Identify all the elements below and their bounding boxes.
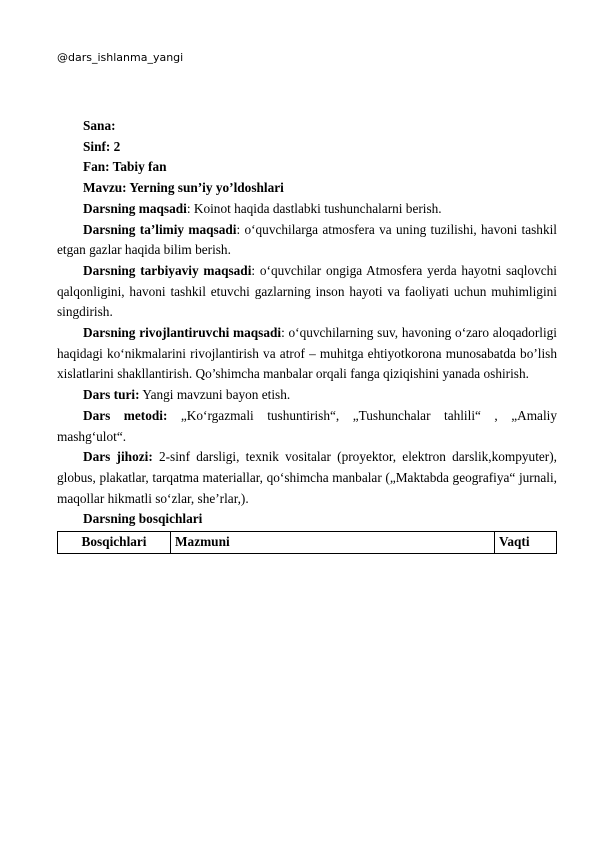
lesson-plan xyxy=(57,116,557,554)
grade-line: Sinf: 2 xyxy=(83,138,121,154)
column-header-time: Vaqti xyxy=(495,532,557,554)
developmental-goal-text: : o‘quvchilarning suv, havoning o‘zaro aloqadorligi haqidagi ko‘nikmalarini rivojlantirish va atrof – muhitga ehtiyotkorona munosabatda bo’lish xislatlarini shakllantirish. Qo’shimcha manbalar orqali fanga qiziqishini yanada oshirish. xyxy=(57,325,557,382)
lesson-method-text: „Ko‘rgazmali tushuntirish“, „Tushunchalar tahlili“ , „Amaliy mashg‘ulot“. xyxy=(57,407,557,444)
lesson-stages-title: Darsning bosqichlari xyxy=(83,511,203,527)
date-line: Sana: xyxy=(83,118,116,133)
lesson-equipment-label: Dars jihozi: xyxy=(83,449,153,465)
topic-line: Mavzu: Yerning sun’iy yo’ldoshlari xyxy=(83,180,284,196)
lesson-goal-text: : Koinot haqida dastlabki tushunchalarni berish. xyxy=(186,200,442,216)
column-header-content: Mazmuni xyxy=(171,532,495,554)
column-header-stages: Bosqichlari xyxy=(58,532,171,554)
lesson-equipment xyxy=(57,447,557,509)
lesson-method-label: Dars metodi: xyxy=(83,407,168,423)
upbringing-goal-text: : o‘quvchilar ongiga Atmosfera yerda hayotni saqlovchi qalqonligini, havoni tashkil etuvchi gazlarning inson hayoti va faoliyati uchun muhimligini singdirish. xyxy=(57,262,557,320)
lesson-type-label: Dars turi: xyxy=(83,387,140,403)
lesson-goal xyxy=(57,199,557,220)
lesson-type-text: Yangi mavzuni bayon etish. xyxy=(139,387,291,403)
upbringing-goal xyxy=(57,261,557,323)
educational-goal-label: Darsning ta’limiy maqsadi xyxy=(83,221,237,237)
upbringing-goal-label: Darsning tarbiyaviy maqsadi xyxy=(83,262,252,278)
educational-goal xyxy=(57,220,557,261)
lesson-goal-label: Darsning maqsadi xyxy=(83,200,187,216)
table-header-row xyxy=(58,532,557,554)
lesson-stages-table xyxy=(57,531,557,554)
developmental-goal-label: Darsning rivojlantiruvchi maqsadi xyxy=(83,325,282,341)
lesson-equipment-text: 2-sinf darsligi, texnik vositalar (proyektor, elektron darslik,kompyuter), globus, plakatlar, tarqatma materiallar, qo‘shimcha manbalar („Maktabda geografiya“ jurnali, maqollar hikmatli so‘zlar, she’rlar,). xyxy=(57,449,557,506)
developmental-goal xyxy=(57,323,557,385)
lesson-method xyxy=(57,406,557,447)
watermark-handle: @dars_ishlanma_yangi xyxy=(57,51,184,64)
educational-goal-text: : o‘quvchilarga atmosfera va uning tuzilishi, havoni tashkil etgan gazlar haqida bilim berish. xyxy=(57,221,557,258)
lesson-type xyxy=(57,385,557,406)
subject-line: Fan: Tabiy fan xyxy=(83,159,167,175)
